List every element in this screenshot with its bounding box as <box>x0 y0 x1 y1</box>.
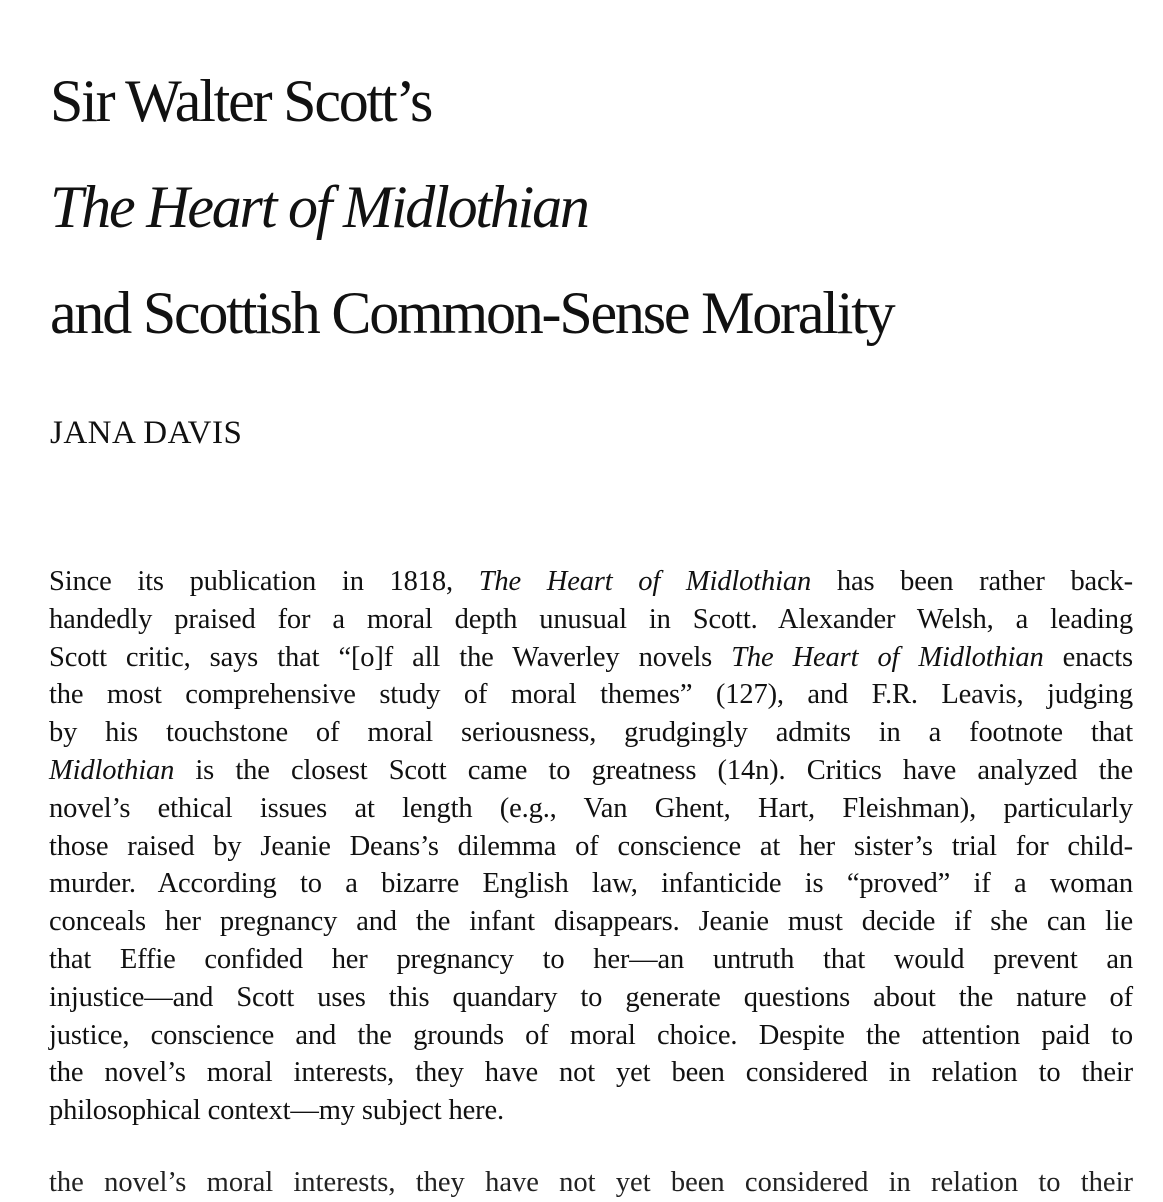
title-line-1: Sir Walter Scott’s <box>50 68 432 134</box>
author-name: JANA DAVIS <box>50 415 243 451</box>
body-line <box>49 563 1133 601</box>
work-title: The Heart of Midlothian <box>478 566 812 597</box>
body-text-span: is the closest Scott came to greatness (14n). Critics have analyzed the <box>174 754 1133 786</box>
body-line: the most comprehensive study of moral themes” (127), and F.R. Leavis, judging <box>49 679 1133 711</box>
body-line: murder. According to a bizarre English law, infanticide is “proved” if a woman <box>49 868 1133 900</box>
body-text-span: Since its publication in 1818, <box>49 566 479 597</box>
body-text-span: Scott critic, says that “[o]f all the Waverley novels <box>49 641 732 673</box>
body-line: those raised by Jeanie Deans’s dilemma of conscience at her sister’s trial for child- <box>49 830 1133 862</box>
body-line: philosophical context—my subject here. <box>49 1095 504 1127</box>
body-line <box>49 752 1133 790</box>
body-line: conceals her pregnancy and the infant disappears. Jeanie must decide if she can lie <box>49 906 1133 938</box>
body-line: that Effie confided her pregnancy to her—an untruth that would prevent an <box>49 943 1133 975</box>
body-line: injustice—and Scott uses this quandary to generate questions about the nature of <box>49 981 1133 1013</box>
cut-off-line-text: the novel’s moral interests, they have not yet been considered in relation to their <box>49 1167 1133 1198</box>
body-line: novel’s ethical issues at length (e.g., Van Ghent, Hart, Fleishman), particularly <box>49 792 1133 824</box>
work-title: Midlothian <box>49 754 175 786</box>
body-text-span: has been rather back- <box>811 566 1133 597</box>
body-line: handedly praised for a moral depth unusual in Scott. Alexander Welsh, a leading <box>49 603 1133 635</box>
body-text-span: enacts <box>1043 641 1133 673</box>
body-line: by his touchstone of moral seriousness, grudgingly admits in a footnote that <box>49 717 1133 749</box>
title-line-3: and Scottish Common-Sense Morality <box>50 280 894 346</box>
title-line-2: The Heart of Midlothian <box>50 174 588 240</box>
work-title: The Heart of Midlothian <box>731 641 1044 673</box>
body-paragraph <box>49 563 1133 1130</box>
body-line: the novel’s moral interests, they have not yet been considered in relation to their <box>49 1057 1133 1089</box>
body-line: justice, conscience and the grounds of moral choice. Despite the attention paid to <box>49 1019 1133 1051</box>
body-line <box>49 639 1133 677</box>
cut-off-text-line <box>49 1167 1133 1200</box>
article-title <box>50 48 1130 366</box>
